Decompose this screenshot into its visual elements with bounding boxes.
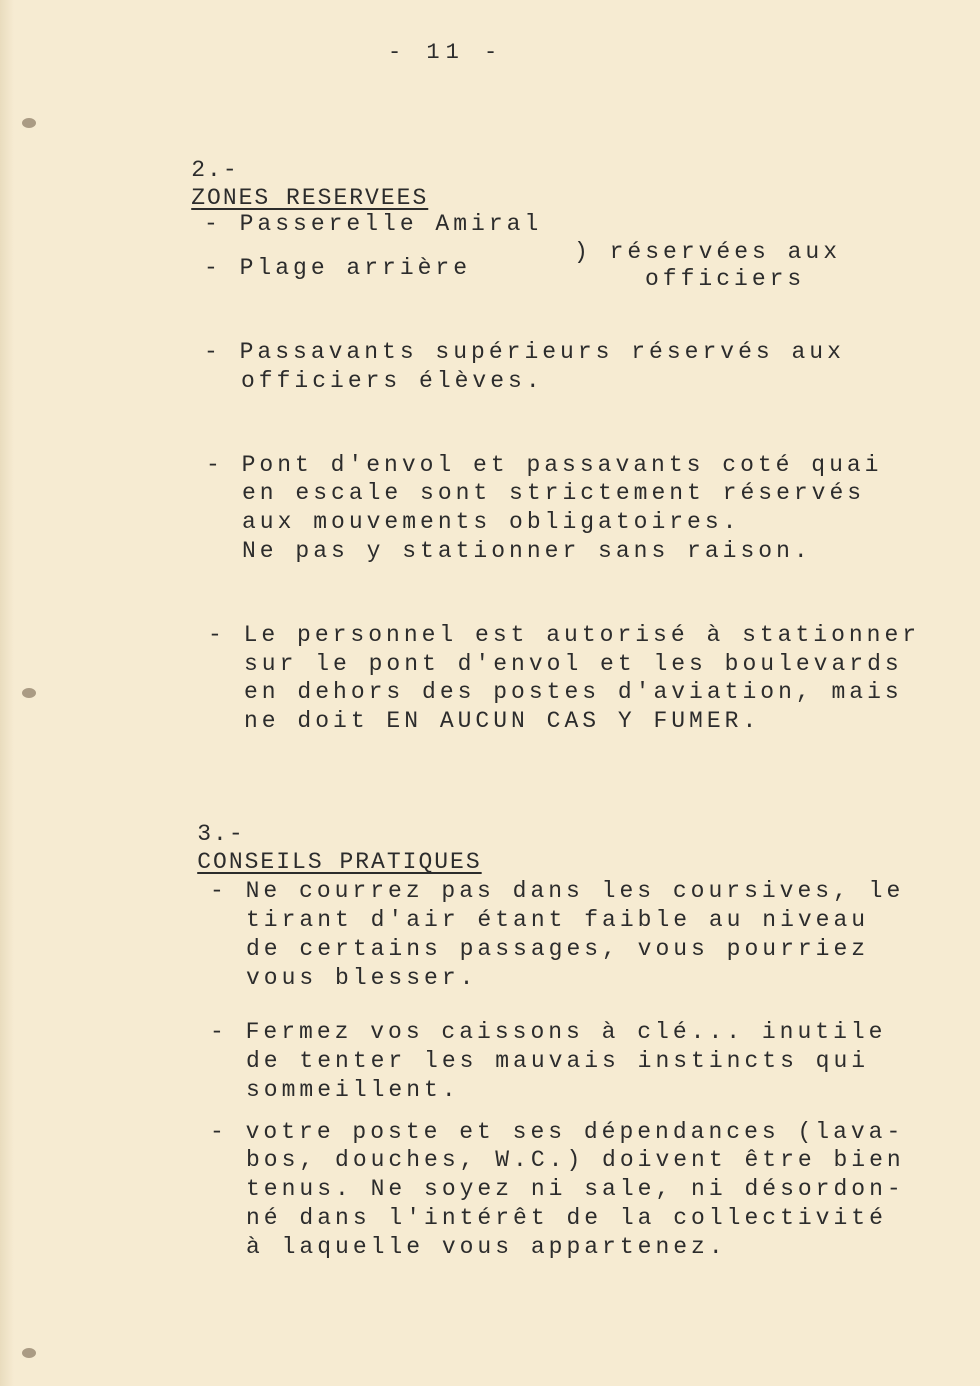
list-item-continuation: de tenter les mauvais instincts qui [246, 1048, 870, 1074]
list-item-continuation: en escale sont strictement réservés [242, 480, 866, 506]
list-item: - Le personnel est autorisé à stationner [208, 622, 921, 648]
list-item-continuation: tirant d'air étant faible au niveau [246, 907, 870, 933]
list-item: - Passavants supérieurs réservés aux [204, 339, 845, 365]
list-item: - Plage arrière [204, 255, 472, 281]
bracket-note: ) réservées aux [574, 239, 842, 265]
bracket-note: officiers [645, 266, 806, 292]
list-item-continuation: en dehors des postes d'aviation, mais [244, 679, 903, 705]
list-item-continuation: officiers élèves. [241, 368, 544, 394]
punch-mark [22, 118, 36, 128]
list-item-continuation: né dans l'intérêt de la collectivité [246, 1205, 887, 1231]
list-item-continuation: de certains passages, vous pourriez [246, 936, 870, 962]
list-item-continuation: sommeillent. [246, 1077, 460, 1103]
list-item: - Fermez vos caissons à clé... inutile [210, 1019, 887, 1045]
list-item: - Pont d'envol et passavants coté quai [206, 452, 883, 478]
list-item: - Ne courrez pas dans les coursives, le [210, 878, 905, 904]
page-number: - 11 - [388, 40, 504, 65]
punch-mark [22, 688, 36, 698]
list-item-continuation: sur le pont d'envol et les boulevards [244, 651, 903, 677]
section-number: 2.- [191, 157, 239, 183]
list-item-continuation: à laquelle vous appartenez. [246, 1234, 727, 1260]
list-item-continuation: ne doit EN AUCUN CAS Y FUMER. [244, 708, 761, 734]
list-item-continuation: vous blesser. [246, 965, 478, 991]
list-item-continuation: aux mouvements obligatoires. [242, 509, 741, 535]
punch-mark [22, 1348, 36, 1358]
section-number: 3.- [197, 821, 245, 847]
section-title: ZONES RESERVEES [191, 185, 429, 211]
list-item: - Passerelle Amiral [204, 211, 543, 237]
list-item-continuation: Ne pas y stationner sans raison. [242, 538, 812, 564]
list-item-continuation: tenus. Ne soyez ni sale, ni désordon- [246, 1176, 905, 1202]
list-item-continuation: bos, douches, W.C.) doivent être bien [246, 1147, 905, 1173]
paper-edge-shade [0, 0, 14, 1386]
section-title: CONSEILS PRATIQUES [197, 849, 482, 875]
list-item: - votre poste et ses dépendances (lava- [210, 1119, 905, 1145]
